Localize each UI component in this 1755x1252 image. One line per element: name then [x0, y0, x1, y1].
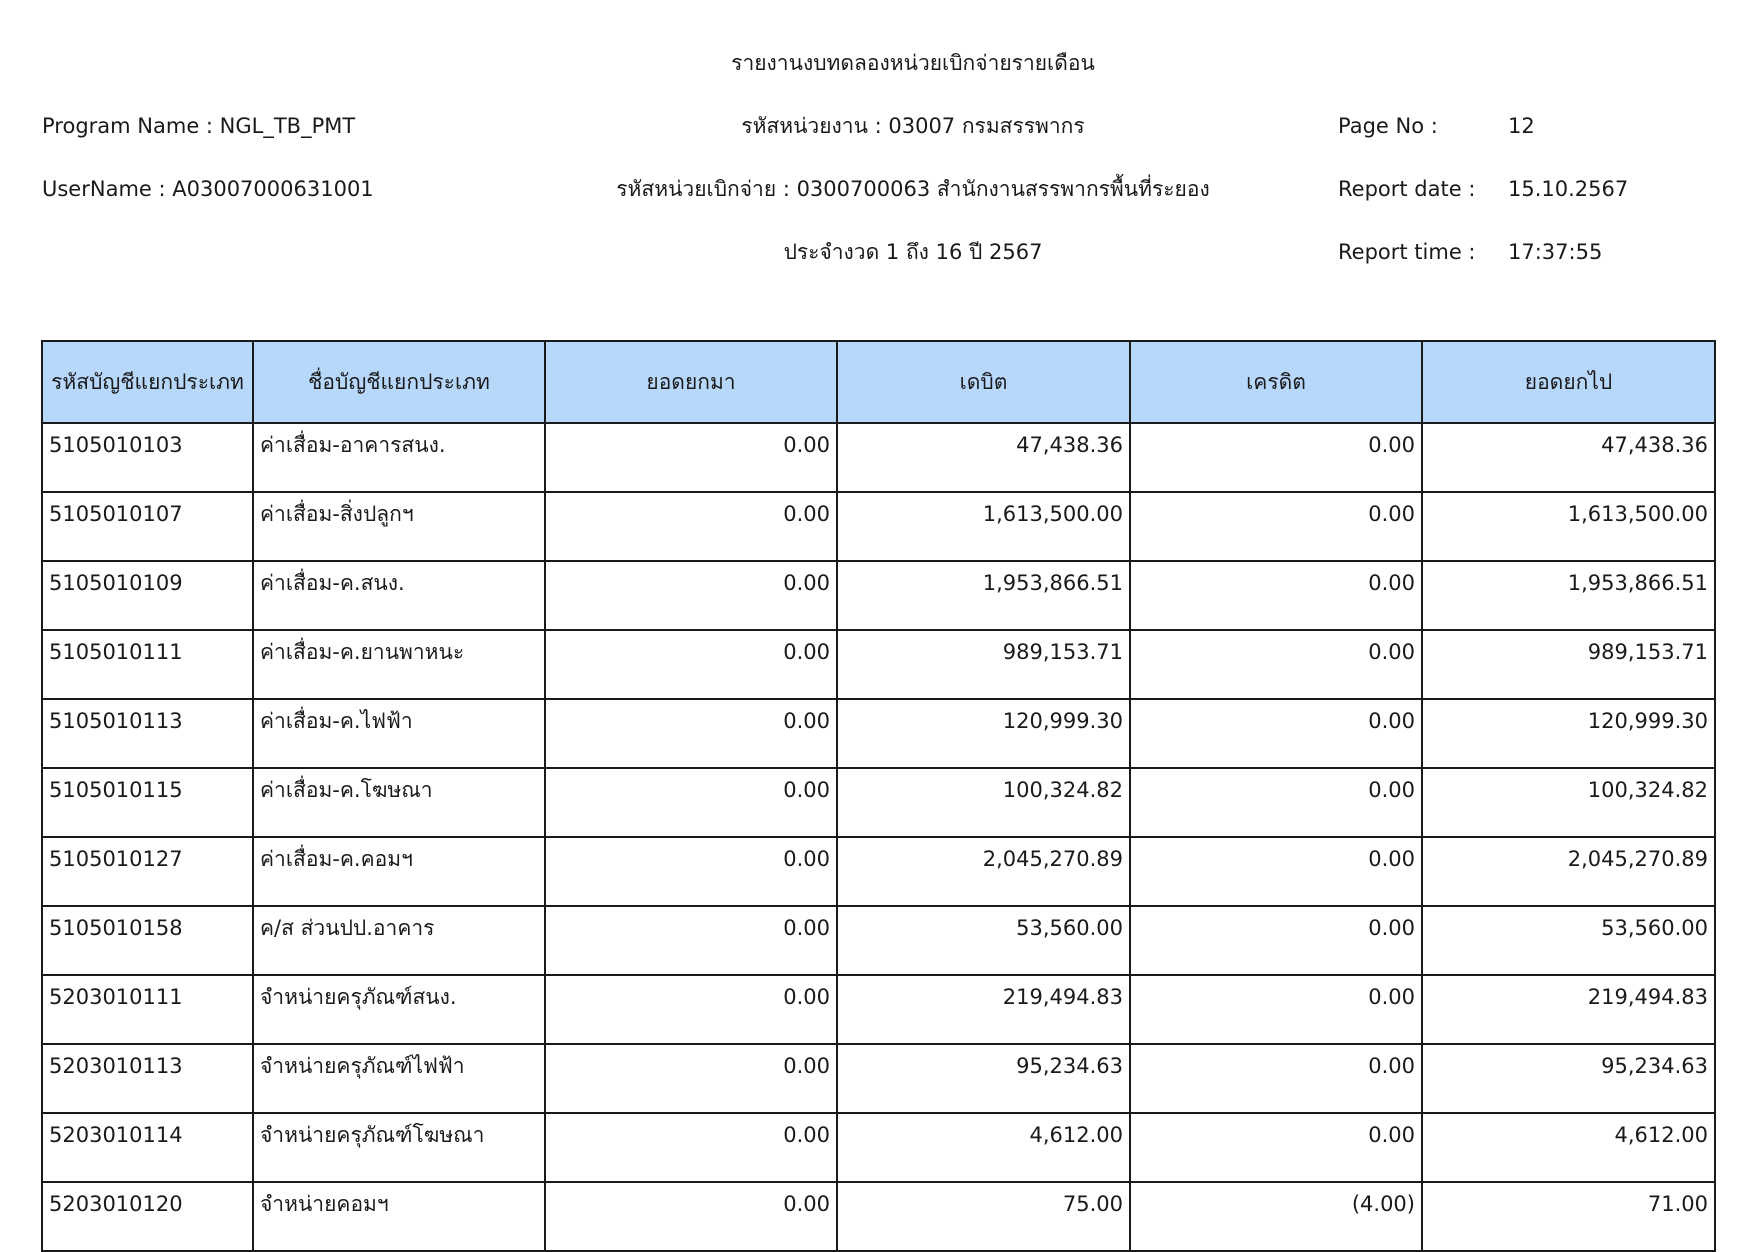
column-header-carried-forward: ยอดยกไป: [1422, 341, 1715, 423]
cell-account-code: 5105010115: [42, 768, 253, 837]
cell-carried-forward: 2,045,270.89: [1422, 837, 1715, 906]
table-row: [42, 975, 1715, 1044]
cell-debit: 2,045,270.89: [837, 837, 1130, 906]
table-row: [42, 699, 1715, 768]
cell-account-name: ค/ส ส่วนปป.อาคาร: [253, 906, 545, 975]
cell-brought-forward: 0.00: [545, 975, 837, 1044]
report-date-label: Report date :: [1338, 177, 1476, 201]
cell-account-name: จำหน่ายครุภัณฑ์สนง.: [253, 975, 545, 1044]
cell-debit: 4,612.00: [837, 1113, 1130, 1182]
cell-account-name: จำหน่ายครุภัณฑ์ไฟฟ้า: [253, 1044, 545, 1113]
cell-brought-forward: 0.00: [545, 1113, 837, 1182]
cell-account-code: 5203010114: [42, 1113, 253, 1182]
table-row: [42, 1044, 1715, 1113]
page-no-value: 12: [1508, 114, 1535, 138]
table-row: [42, 630, 1715, 699]
cell-debit: 219,494.83: [837, 975, 1130, 1044]
cell-brought-forward: 0.00: [545, 906, 837, 975]
cell-credit: 0.00: [1130, 492, 1422, 561]
column-header-brought-forward: ยอดยกมา: [545, 341, 837, 423]
cell-credit: 0.00: [1130, 630, 1422, 699]
column-header-debit: เดบิต: [837, 341, 1130, 423]
table-row: [42, 837, 1715, 906]
cell-debit: 53,560.00: [837, 906, 1130, 975]
cell-debit: 100,324.82: [837, 768, 1130, 837]
page-no-label: Page No :: [1338, 114, 1438, 138]
cell-credit: 0.00: [1130, 423, 1422, 492]
cell-account-code: 5105010127: [42, 837, 253, 906]
cell-carried-forward: 71.00: [1422, 1182, 1715, 1251]
table-header-row: [42, 341, 1715, 423]
cell-brought-forward: 0.00: [545, 1182, 837, 1251]
report-title: รายงานงบทดลองหน่วยเบิกจ่ายรายเดือน: [731, 51, 1095, 75]
column-header-account-code: รหัสบัญชีแยกประเภท: [42, 341, 253, 423]
cell-carried-forward: 1,613,500.00: [1422, 492, 1715, 561]
cell-debit: 1,953,866.51: [837, 561, 1130, 630]
cell-carried-forward: 989,153.71: [1422, 630, 1715, 699]
report-date-value: 15.10.2567: [1508, 177, 1629, 201]
cell-account-code: 5203010120: [42, 1182, 253, 1251]
table-row: [42, 768, 1715, 837]
cell-account-name: ค่าเสื่อม-ค.ไฟฟ้า: [253, 699, 545, 768]
table-row: [42, 906, 1715, 975]
cell-brought-forward: 0.00: [545, 1044, 837, 1113]
cell-carried-forward: 219,494.83: [1422, 975, 1715, 1044]
cell-credit: 0.00: [1130, 975, 1422, 1044]
table-row: [42, 561, 1715, 630]
cell-brought-forward: 0.00: [545, 423, 837, 492]
cell-debit: 1,613,500.00: [837, 492, 1130, 561]
report-period: ประจำงวด 1 ถึง 16 ปี 2567: [783, 240, 1043, 264]
cell-credit: 0.00: [1130, 699, 1422, 768]
cell-account-name: ค่าเสื่อม-อาคารสนง.: [253, 423, 545, 492]
cell-credit: 0.00: [1130, 768, 1422, 837]
disbursing-unit: รหัสหน่วยเบิกจ่าย : 0300700063 สำนักงานสรรพากรพื้นที่ระยอง: [616, 177, 1210, 201]
cell-account-code: 5105010111: [42, 630, 253, 699]
cell-credit: 0.00: [1130, 837, 1422, 906]
column-header-credit: เครดิต: [1130, 341, 1422, 423]
cell-carried-forward: 95,234.63: [1422, 1044, 1715, 1113]
cell-account-code: 5105010107: [42, 492, 253, 561]
cell-account-code: 5105010113: [42, 699, 253, 768]
cell-account-name: ค่าเสื่อม-ค.คอมฯ: [253, 837, 545, 906]
cell-account-code: 5105010109: [42, 561, 253, 630]
cell-credit: 0.00: [1130, 1113, 1422, 1182]
cell-credit: 0.00: [1130, 561, 1422, 630]
cell-account-code: 5203010111: [42, 975, 253, 1044]
cell-brought-forward: 0.00: [545, 492, 837, 561]
table-row: [42, 423, 1715, 492]
cell-credit: 0.00: [1130, 1044, 1422, 1113]
cell-debit: 75.00: [837, 1182, 1130, 1251]
cell-carried-forward: 4,612.00: [1422, 1113, 1715, 1182]
cell-account-name: ค่าเสื่อม-ค.สนง.: [253, 561, 545, 630]
cell-brought-forward: 0.00: [545, 837, 837, 906]
column-header-account-name: ชื่อบัญชีแยกประเภท: [253, 341, 545, 423]
cell-account-code: 5203010113: [42, 1044, 253, 1113]
cell-brought-forward: 0.00: [545, 699, 837, 768]
cell-account-name: ค่าเสื่อม-ค.โฆษณา: [253, 768, 545, 837]
cell-credit: (4.00): [1130, 1182, 1422, 1251]
cell-brought-forward: 0.00: [545, 768, 837, 837]
cell-brought-forward: 0.00: [545, 630, 837, 699]
cell-carried-forward: 47,438.36: [1422, 423, 1715, 492]
table-row: [42, 492, 1715, 561]
cell-carried-forward: 120,999.30: [1422, 699, 1715, 768]
report-time-label: Report time :: [1338, 240, 1476, 264]
cell-account-name: ค่าเสื่อม-ค.ยานพาหนะ: [253, 630, 545, 699]
table-row: [42, 1182, 1715, 1251]
cell-account-name: จำหน่ายครุภัณฑ์โฆษณา: [253, 1113, 545, 1182]
trial-balance-table: [41, 340, 1716, 1252]
report-time-value: 17:37:55: [1508, 240, 1603, 264]
cell-carried-forward: 100,324.82: [1422, 768, 1715, 837]
cell-debit: 47,438.36: [837, 423, 1130, 492]
cell-account-name: ค่าเสื่อม-สิ่งปลูกฯ: [253, 492, 545, 561]
cell-account-code: 5105010103: [42, 423, 253, 492]
cell-account-name: จำหน่ายคอมฯ: [253, 1182, 545, 1251]
cell-credit: 0.00: [1130, 906, 1422, 975]
program-name: Program Name : NGL_TB_PMT: [42, 114, 356, 138]
cell-carried-forward: 53,560.00: [1422, 906, 1715, 975]
cell-carried-forward: 1,953,866.51: [1422, 561, 1715, 630]
cell-debit: 95,234.63: [837, 1044, 1130, 1113]
table-row: [42, 1113, 1715, 1182]
cell-brought-forward: 0.00: [545, 561, 837, 630]
agency-code: รหัสหน่วยงาน : 03007 กรมสรรพากร: [741, 114, 1085, 138]
username: UserName : A03007000631001: [42, 177, 374, 201]
cell-debit: 120,999.30: [837, 699, 1130, 768]
cell-debit: 989,153.71: [837, 630, 1130, 699]
cell-account-code: 5105010158: [42, 906, 253, 975]
